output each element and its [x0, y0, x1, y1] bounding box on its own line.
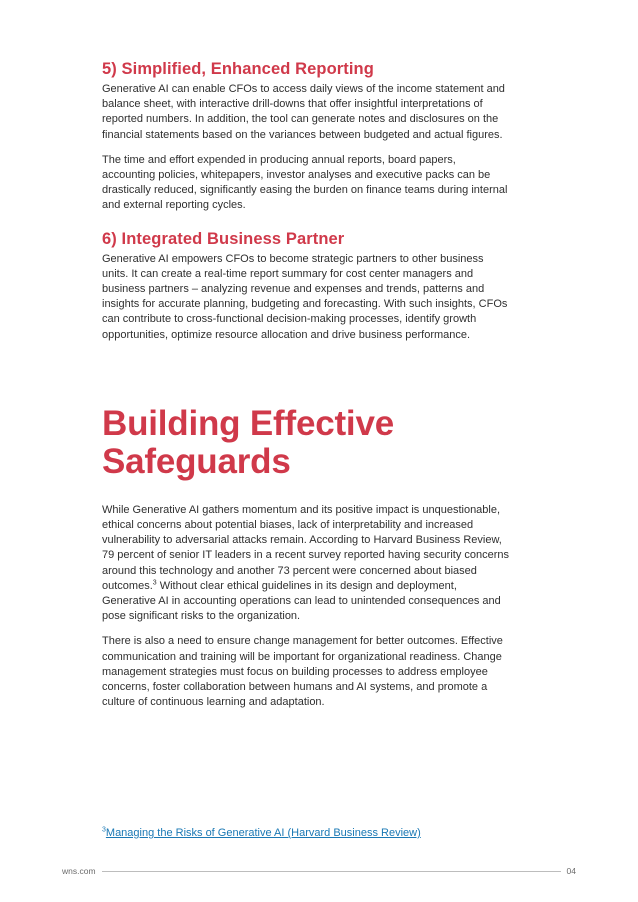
main-content: [102, 58, 512, 710]
main-heading-line-2: Safeguards: [102, 441, 291, 481]
safeguards-paragraph-1-text-b: Without clear ethical guidelines in its design and deployment, Generative AI in accounting operations can lead to unintended consequences and pose significant risks to the organization.: [102, 579, 501, 623]
footer-rule: [102, 871, 561, 872]
section-heading-integrated-partner: 6) Integrated Business Partner: [102, 229, 345, 248]
page-footer: [62, 864, 576, 878]
main-heading: [102, 405, 512, 481]
footnote-number: 3: [102, 826, 106, 834]
footnote-link[interactable]: Managing the Risks of Generative AI (Harvard Business Review): [105, 827, 421, 839]
safeguards-paragraph-1-text-a: While Generative AI gathers momentum and its positive impact is unquestionable, ethical concerns about potential biases, lack of interpretability and increased vulnerability to adversarial attacks remain. According to Harvard Business Review, 79 percent of senior IT leaders in a recent survey reported having security concerns around this technology and another 73 percent were concerned about biased outcomes.: [102, 503, 510, 592]
main-heading-line-1: Building Effective: [102, 403, 394, 443]
section-6-paragraph-1: Generative AI empowers CFOs to become strategic partners to other business units. It can create a real-time report summary for cost center managers and business partners – analyzing revenue and expenses and trends, patterns and insights for accurate planning, budgeting and forecasting. With such insights, CFOs can contribute to cross-functional decision-making processes, identify growth opportunities, optimize resource allocation and drive business performance.: [102, 252, 508, 341]
section-5-paragraph-1: Generative AI can enable CFOs to access daily views of the income statement and balance sheet, with interactive drill-downs that offer insightful interpretations of reported numbers. In addition, the tool can generate notes and disclosures on the financial statements based on the variances between budgeted and actual figures.: [102, 83, 505, 141]
safeguards-paragraph-1: [102, 503, 512, 625]
section-heading-simplified-reporting: 5) Simplified, Enhanced Reporting: [102, 60, 374, 78]
footnote: [102, 826, 421, 841]
footer-site: wns.com: [62, 866, 96, 876]
footnote-reference: 3: [152, 579, 157, 587]
page-number: 04: [566, 866, 576, 876]
section-5-paragraph-2: The time and effort expended in producing annual reports, board papers, accounting policies, whitepapers, investor analyses and executive packs can be drastically reduced, significantly easing the burden on finance teams during internal and external reporting cycles.: [102, 153, 508, 212]
safeguards-paragraph-2: There is also a need to ensure change management for better outcomes. Effective communication and training will be important for organizational readiness. Change management strategies must focus on building processes to address employee concerns, foster collaboration between humans and AI systems, and promote a culture of continuous learning and adaptation.: [102, 635, 503, 709]
